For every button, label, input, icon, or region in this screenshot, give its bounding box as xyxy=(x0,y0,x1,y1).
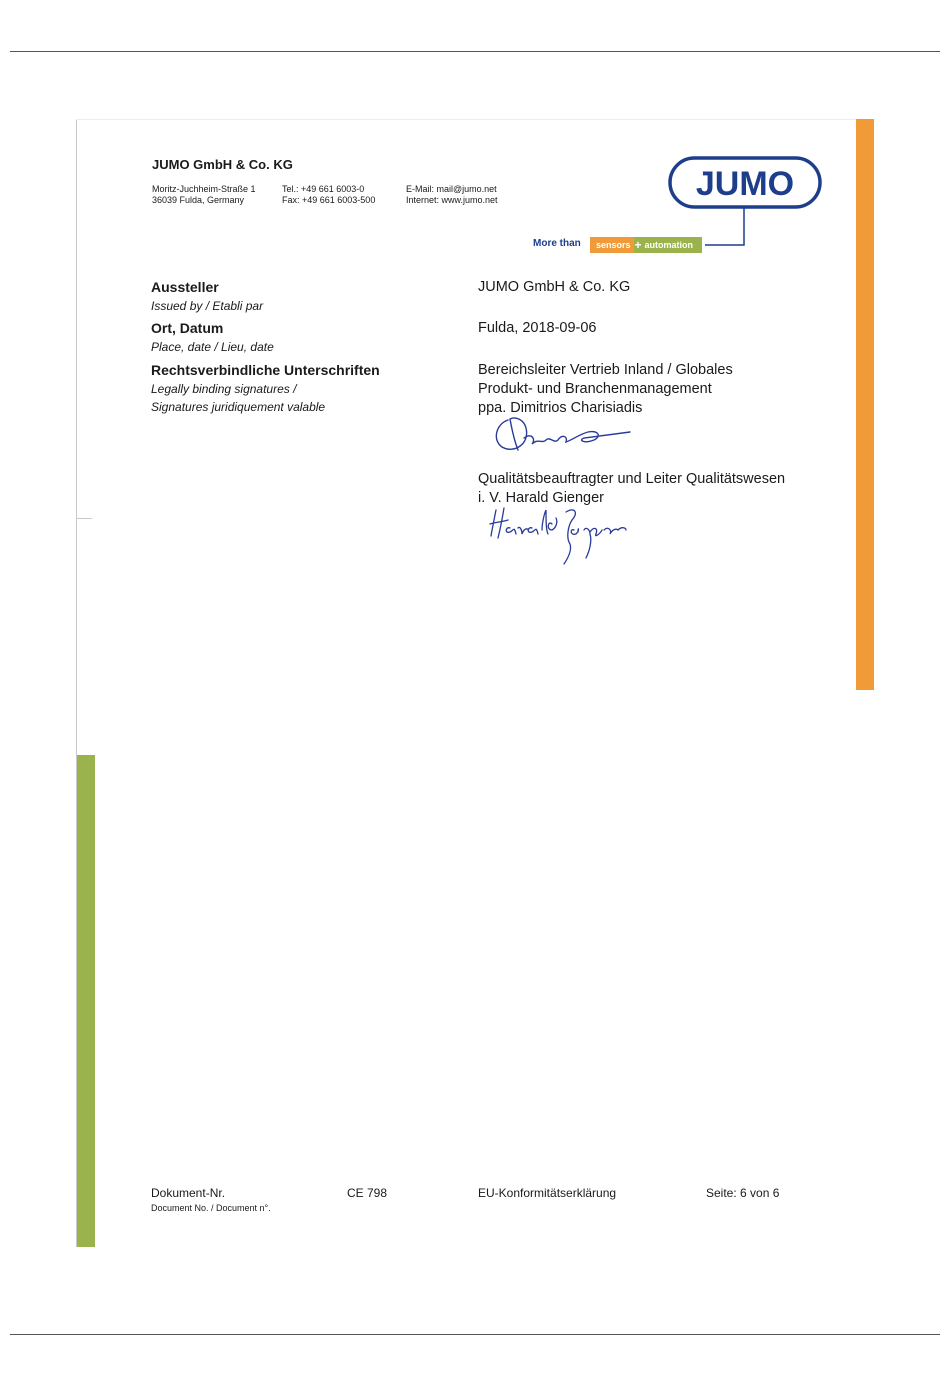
address-line-1: Moritz-Juchheim-Straße 1 xyxy=(152,184,256,194)
tel-line: Tel.: +49 661 6003-0 xyxy=(282,184,365,194)
place-date-sub: Place, date / Lieu, date xyxy=(151,340,274,354)
doc-title: EU-Konformitätserklärung xyxy=(478,1186,617,1200)
signatory-1-title-2: Produkt- und Branchenmanagement xyxy=(478,381,712,397)
page-number: Seite: 6 von 6 xyxy=(706,1186,780,1200)
tagline-plus: + xyxy=(634,238,642,252)
signature-gienger xyxy=(486,500,636,570)
orange-side-bar xyxy=(856,119,874,690)
top-rule xyxy=(10,51,940,52)
place-date-label: Ort, Datum xyxy=(151,320,224,336)
signatures-label: Rechtsverbindliche Unterschriften xyxy=(151,362,380,378)
signatures-sub-2: Signatures juridiquement valable xyxy=(151,400,326,414)
signature-charisiadis xyxy=(488,410,638,460)
address-line-2: 36039 Fulda, Germany xyxy=(152,195,245,205)
company-address xyxy=(152,184,256,206)
company-name: JUMO GmbH & Co. KG xyxy=(152,157,293,172)
doc-number: CE 798 xyxy=(347,1186,388,1200)
internet-line: Internet: www.jumo.net xyxy=(406,195,498,205)
fold-mark xyxy=(76,518,92,519)
issuer-value: JUMO GmbH & Co. KG xyxy=(478,279,631,295)
page-top-edge xyxy=(76,119,856,120)
doc-number-label: Dokument-Nr. xyxy=(151,1186,226,1200)
tagline-more-than: More than xyxy=(533,238,581,249)
jumo-logo xyxy=(660,150,830,250)
issuer-sub: Issued by / Etabli par xyxy=(151,299,264,313)
signatory-1-name: ppa. Dimitrios Charisiadis xyxy=(478,400,643,416)
signatory-2-title: Qualitätsbeauftragter und Leiter Qualitätswesen xyxy=(478,471,786,487)
signatory-2-name: i. V. Harald Gienger xyxy=(478,490,605,506)
issuer-label: Aussteller xyxy=(151,279,219,295)
logo-connector-line xyxy=(705,207,744,245)
green-side-bar xyxy=(77,755,95,1247)
signatures-sub-1: Legally binding signatures / xyxy=(151,382,297,396)
company-phone xyxy=(282,184,375,206)
signature-1-stroke xyxy=(496,418,630,450)
email-line: E-Mail: mail@jumo.net xyxy=(406,184,497,194)
tagline-sensors: sensors xyxy=(590,237,634,253)
logo-text: JUMO xyxy=(695,165,795,203)
company-contact xyxy=(406,184,498,206)
bottom-rule xyxy=(10,1334,940,1335)
signature-2-stroke xyxy=(490,508,626,564)
fax-line: Fax: +49 661 6003-500 xyxy=(282,195,376,205)
place-date-value: Fulda, 2018-09-06 xyxy=(478,320,597,336)
tagline-automation: automation xyxy=(643,237,702,253)
tagline-box xyxy=(590,237,702,253)
signatory-1-title-1: Bereichsleiter Vertrieb Inland / Globales xyxy=(478,362,733,378)
doc-number-sub: Document No. / Document n°. xyxy=(151,1203,271,1213)
